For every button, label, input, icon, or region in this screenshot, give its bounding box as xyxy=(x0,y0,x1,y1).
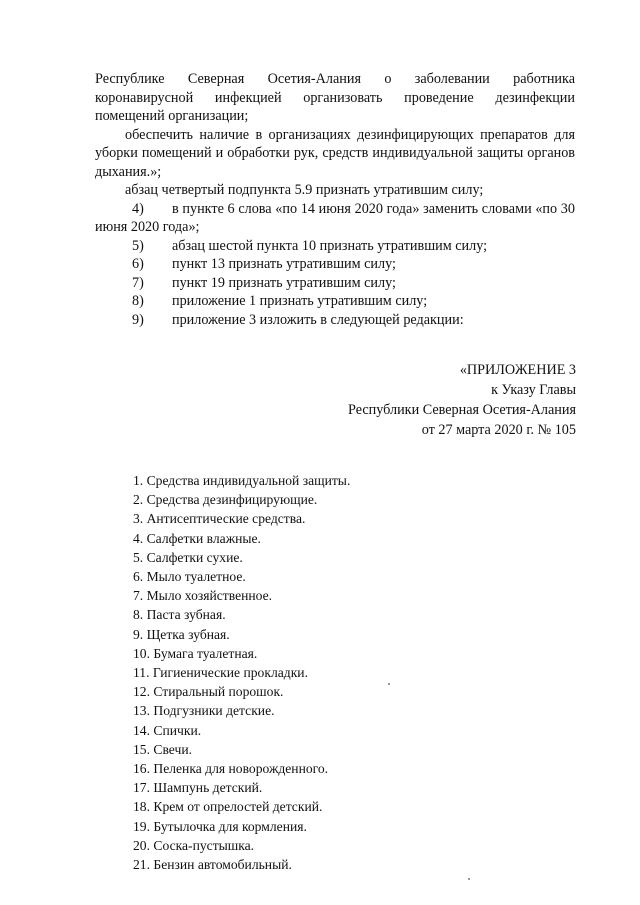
list-item: 10. Бумага туалетная. xyxy=(133,645,258,661)
amendment-item xyxy=(95,311,575,330)
amendment-text: в пункте 6 слова «по 14 июня 2020 года» заменить словами «по 30 июня 2020 года»; xyxy=(95,200,575,235)
list-item: 8. Паста зубная. xyxy=(133,607,226,623)
amendment-number: 4) xyxy=(132,200,144,217)
amendment-text: абзац шестой пункта 10 признать утратившим силу; xyxy=(172,237,488,254)
amendment-text: пункт 13 признать утратившим силу; xyxy=(172,256,396,272)
list-item: 9. Щетка зубная. xyxy=(133,626,230,642)
amendment-number: 6) xyxy=(132,256,144,272)
appendix-title: «ПРИЛОЖЕНИЕ 3 xyxy=(459,362,576,378)
amendment-number: 8) xyxy=(132,293,144,309)
scan-speck xyxy=(388,683,390,685)
scan-speck xyxy=(468,878,470,880)
amendment-item xyxy=(95,200,575,237)
list-item: 1. Средства индивидуальной защиты. xyxy=(133,473,351,488)
list-item: 6. Мыло туалетное. xyxy=(133,569,246,585)
list-item: 13. Подгузники детские. xyxy=(133,703,275,719)
amendment-number: 9) xyxy=(132,311,144,328)
list-item: 15. Свечи. xyxy=(133,741,193,757)
intro-block xyxy=(95,70,575,329)
amendment-number: 7) xyxy=(132,274,144,291)
appendix-header xyxy=(348,360,576,440)
list-item: 16. Пеленка для новорожденного. xyxy=(133,761,329,777)
amendment-item xyxy=(95,292,575,311)
intro-paragraph-3: абзац четвертый подпункта 5.9 признать утратившим силу; xyxy=(125,182,484,198)
amendment-text: пункт 19 признать утратившим силу; xyxy=(172,274,396,291)
amendment-item xyxy=(95,274,575,293)
amendment-item xyxy=(95,255,575,274)
list-item: 11. Гигиенические прокладки. xyxy=(133,665,308,681)
list-item: 20. Соска-пустышка. xyxy=(133,837,255,853)
appendix-date-line: от 27 марта 2020 г. № 105 xyxy=(421,422,576,438)
items-list xyxy=(133,471,350,874)
list-item: 19. Бутылочка для кормления. xyxy=(133,818,307,834)
amendment-number: 5) xyxy=(132,237,144,254)
appendix-subtitle-line: Республики Северная Осетия-Алания xyxy=(347,402,576,418)
appendix-subtitle-line: к Указу Главы xyxy=(491,382,576,398)
amendment-item xyxy=(95,237,575,256)
list-item: 3. Антисептические средства. xyxy=(133,511,306,527)
list-item: 21. Бензин автомобильный. xyxy=(133,857,292,873)
list-item: 5. Салфетки сухие. xyxy=(133,549,243,565)
list-item: 17. Шампунь детский. xyxy=(133,780,263,796)
list-item: 7. Мыло хозяйственное. xyxy=(133,588,273,604)
list-item: 14. Спички. xyxy=(133,722,202,738)
amendment-text: приложение 1 признать утратившим силу; xyxy=(172,293,428,309)
list-item: 2. Средства дезинфицирующие. xyxy=(133,492,318,508)
list-item: 18. Крем от опрелостей детский. xyxy=(133,799,323,815)
amendment-text: приложение 3 изложить в следующей редакции: xyxy=(172,311,464,328)
list-item: 4. Салфетки влажные. xyxy=(133,530,261,546)
list-item: 12. Стиральный порошок. xyxy=(133,684,284,700)
intro-paragraph-2: обеспечить наличие в организациях дезинфицирующих препаратов для уборки помещений и обработки рук, средств индивидуальной защиты органов дыхания.»; xyxy=(95,126,575,180)
intro-paragraph-1: Республике Северная Осетия-Алания о заболевании работника коронавирусной инфекцией организовать проведение дезинфекции помещений организации; xyxy=(95,71,575,124)
